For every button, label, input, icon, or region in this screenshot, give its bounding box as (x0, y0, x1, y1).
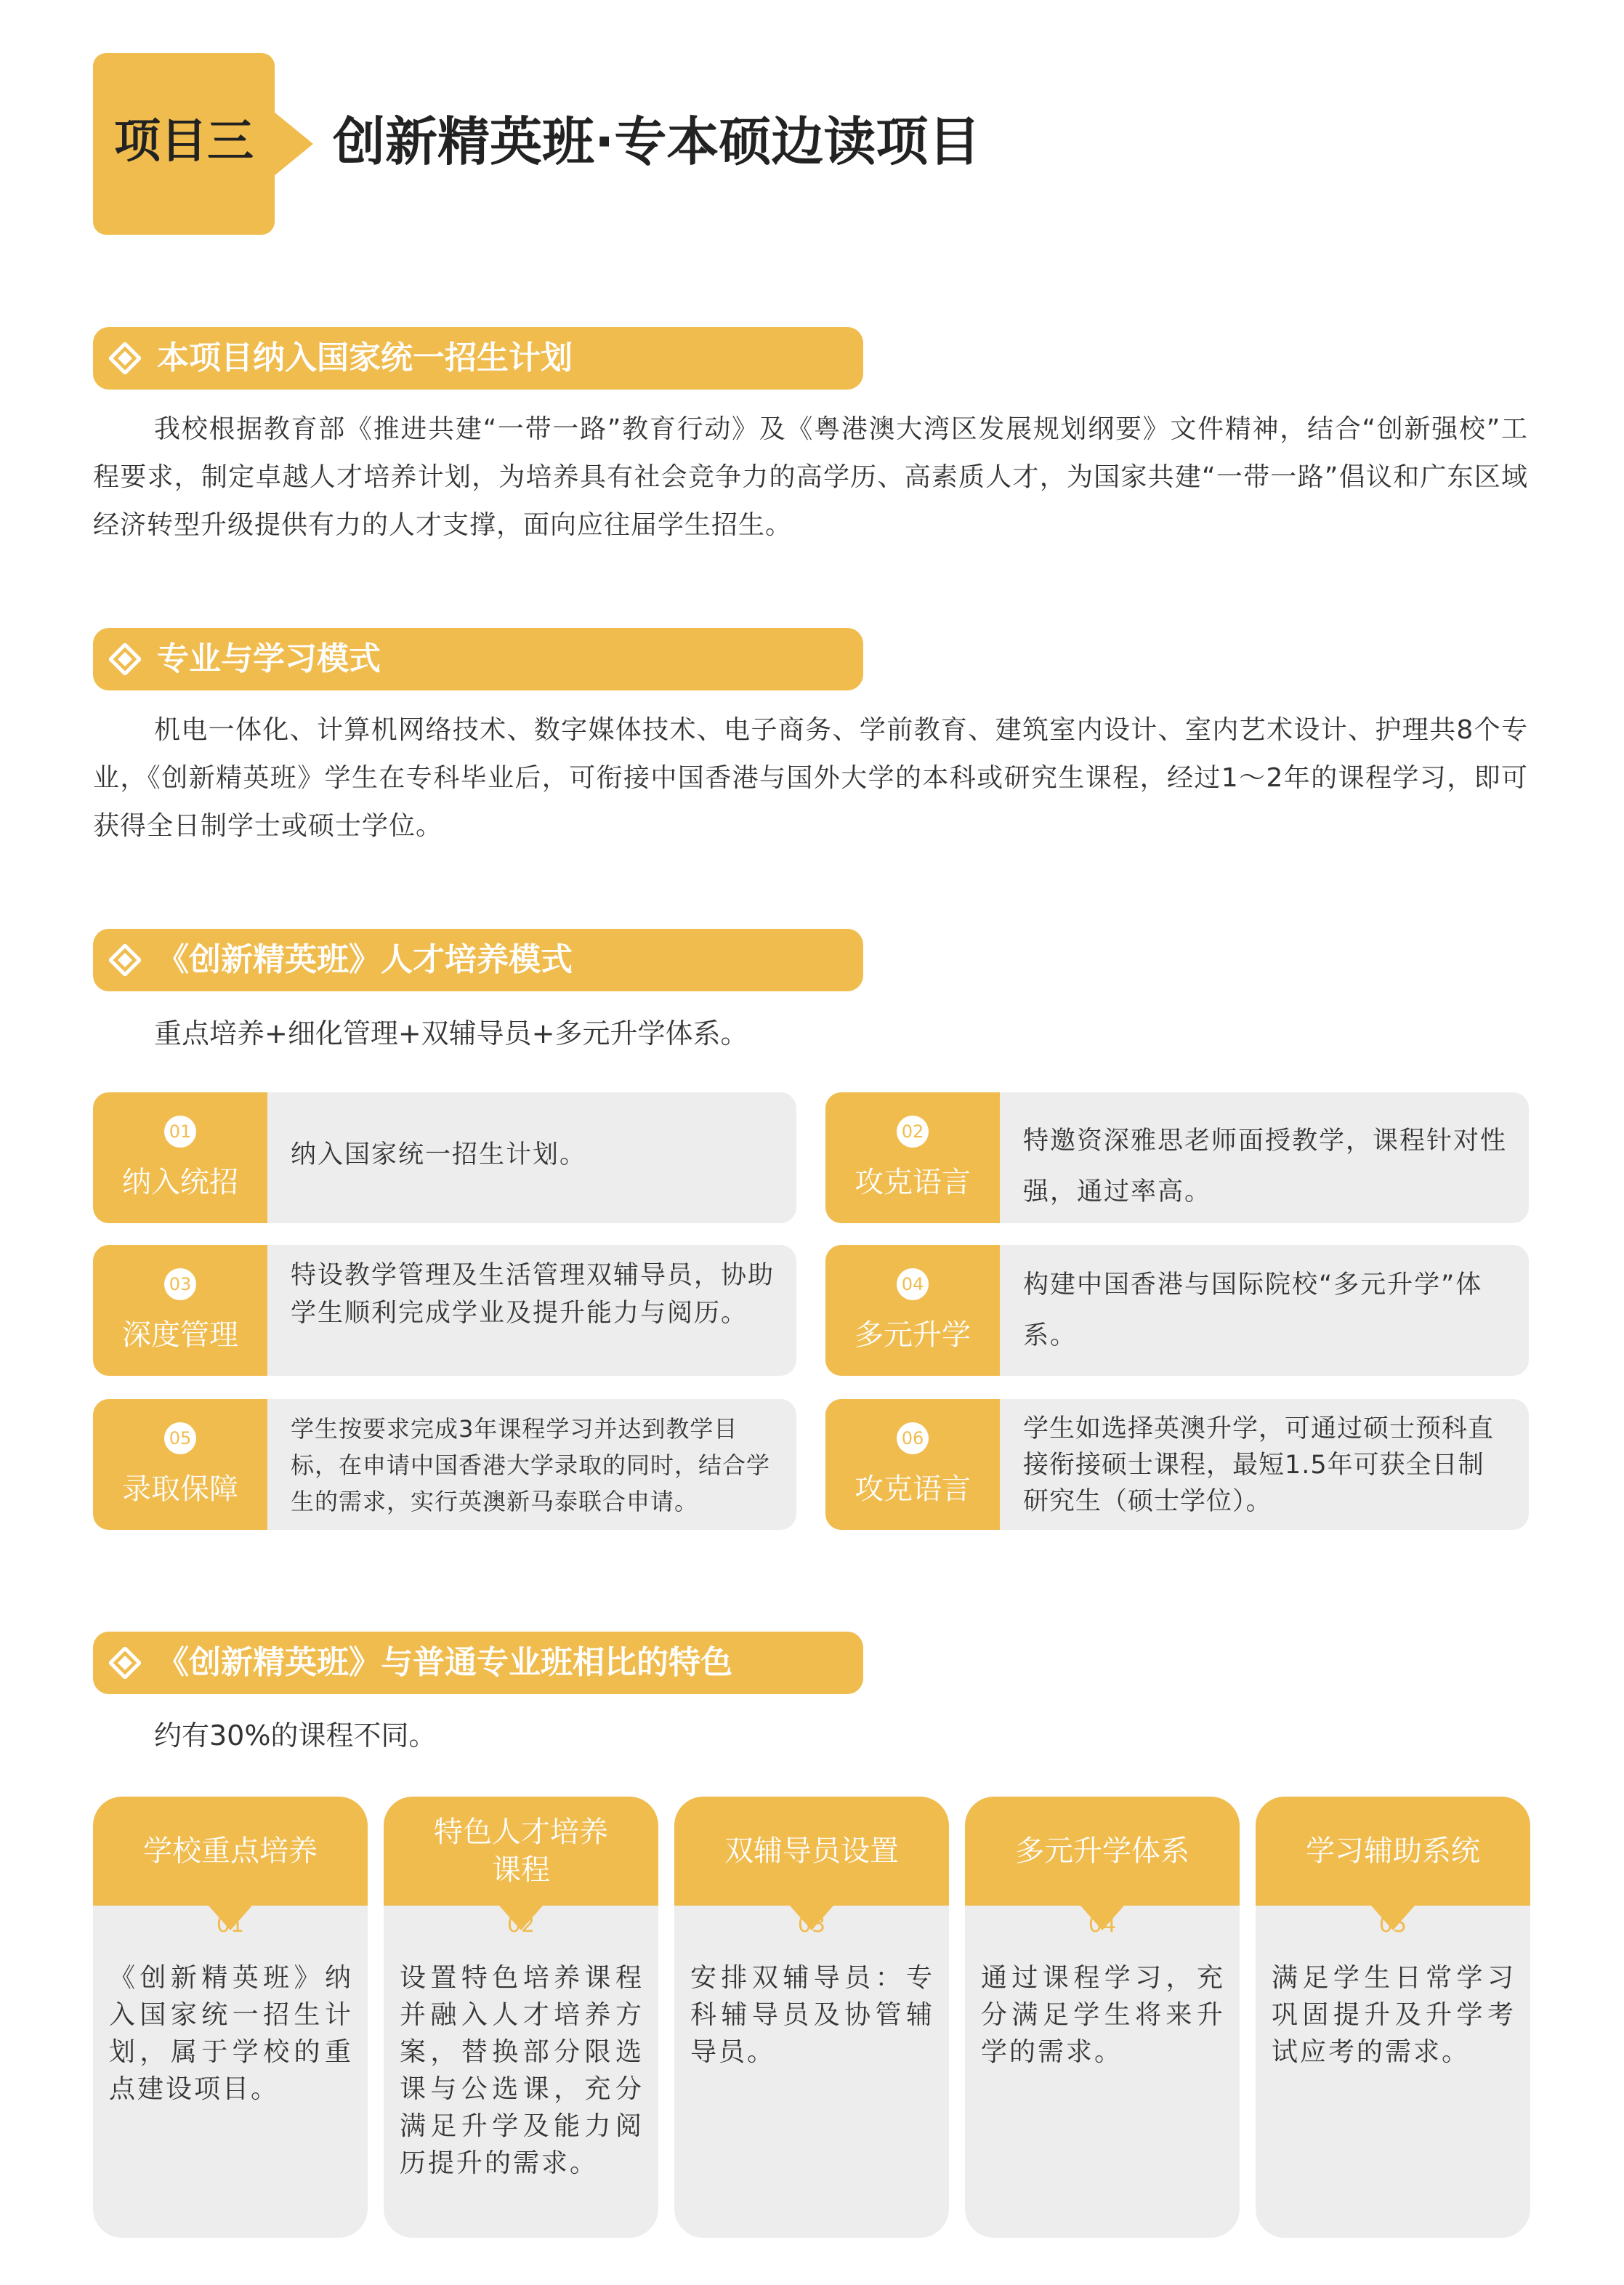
mode-card-text: 学生按要求完成3年课程学习并达到教学目标，在申请中国香港大学录取的同时，结合学生的需求，实行英澳新马泰联合申请。 (291, 1415, 771, 1515)
mode-card-number: 02 (897, 1116, 929, 1148)
mode-card-text: 构建中国香港与国际院校“多元升学”体系。 (1023, 1270, 1483, 1350)
diamond-icon (109, 944, 141, 976)
feature-col-04 (965, 1797, 1240, 2238)
feature-col-number: 03 (797, 1912, 826, 1938)
feature-col-text: 通过课程学习，充分满足学生将来升学的需求。 (981, 1963, 1225, 2067)
mode-card-label: 攻克语言 (855, 1472, 971, 1506)
feature-col-number: 01 (216, 1912, 245, 1938)
feature-col-number: 04 (1088, 1912, 1117, 1938)
section-header-1 (93, 327, 863, 390)
section-title-1: 本项目纳入国家统一招生计划 (157, 339, 573, 376)
feature-col-number: 05 (1378, 1912, 1407, 1938)
mode-card-text: 特设教学管理及生活管理双辅导员，协助学生顺利完成学业及提升能力与阅历。 (291, 1261, 775, 1328)
mode-card-02 (825, 1092, 1529, 1223)
diamond-icon (109, 342, 141, 374)
section-header-4 (93, 1632, 863, 1694)
section-body-2: 机电一体化、计算机网络技术、数字媒体技术、电子商务、学前教育、建筑室内设计、室内艺术设计、护理共8个专业，《创新精英班》学生在专科毕业后，可衔接中国香港与国外大学的本科或研究生课程，经过1～2年的课程学习，即可获得全日制学士或硕士学位。 (93, 715, 1528, 841)
diamond-icon (109, 643, 141, 675)
mode-card-label: 多元升学 (855, 1318, 971, 1352)
section-lead-3: 重点培养+细化管理+双辅导员+多元升学体系。 (154, 1017, 748, 1049)
feature-col-title: 特色人才培养课程 (434, 1815, 608, 1887)
project-badge-arrow (273, 111, 313, 177)
page-title: 创新精英班·专本硕边读项目 (333, 111, 981, 172)
section-title-2: 专业与学习模式 (157, 640, 381, 677)
section-body-1: 我校根据教育部《推进共建“一带一路”教育行动》及《粤港澳大湾区发展规划纲要》文件精神，结合“创新强校”工程要求，制定卓越人才培养计划，为培养具有社会竞争力的高学历、高素质人才，为国家共建“一带一路”倡议和广东区域经济转型升级提供有力的人才支撑，面向应往届学生招生。 (93, 414, 1528, 540)
project-label: 项目三 (114, 115, 254, 169)
feature-col-03 (674, 1797, 949, 2238)
feature-col-title: 学习辅助系统 (1306, 1834, 1480, 1868)
feature-col-text: 《创新精英班》纳入国家统一招生计划，属于学校的重点建设项目。 (109, 1963, 353, 2104)
feature-col-01 (93, 1797, 368, 2238)
feature-col-number: 02 (506, 1912, 536, 1938)
section-title-4: 《创新精英班》与普通专业班相比的特色 (157, 1644, 732, 1681)
section-header-3 (93, 929, 863, 991)
mode-card-text: 纳入国家统一招生计划。 (291, 1140, 587, 1169)
feature-col-text: 设置特色培养课程并融入人才培养方案，替换部分限选课与公选课，充分满足升学及能力阅历提升的需求。 (400, 1963, 644, 2178)
diamond-icon (109, 1647, 141, 1679)
feature-col-05 (1256, 1797, 1530, 2238)
feature-col-title: 双辅导员设置 (724, 1834, 899, 1868)
section-lead-4: 约有30%的课程不同。 (154, 1720, 437, 1752)
mode-card-number: 01 (164, 1116, 196, 1148)
feature-col-title: 多元升学体系 (1015, 1834, 1189, 1868)
mode-card-text: 特邀资深雅思老师面授教学，课程针对性强，通过率高。 (1023, 1127, 1508, 1206)
mode-card-number: 04 (897, 1268, 929, 1300)
mode-card-05 (93, 1399, 796, 1530)
feature-col-text: 满足学生日常学习巩固提升及升学考试应考的需求。 (1272, 1963, 1516, 2067)
mode-card-text: 学生如选择英澳升学，可通过硕士预科直接衔接硕士课程，最短1.5年可获全日制研究生（硕士学位）。 (1023, 1414, 1495, 1516)
section-title-3: 《创新精英班》人才培养模式 (157, 941, 573, 978)
mode-card-06 (825, 1399, 1529, 1530)
mode-card-label: 纳入统招 (122, 1166, 238, 1199)
mode-card-number: 03 (164, 1268, 196, 1300)
feature-col-title: 学校重点培养 (143, 1834, 318, 1868)
mode-card-number: 06 (897, 1422, 929, 1454)
feature-col-02 (384, 1797, 658, 2238)
feature-col-text: 安排双辅导员：专科辅导员及协管辅导员。 (690, 1963, 934, 2067)
mode-card-01 (93, 1092, 796, 1223)
mode-card-label: 录取保障 (122, 1472, 238, 1506)
mode-card-label: 攻克语言 (855, 1166, 971, 1199)
mode-card-03 (93, 1245, 796, 1376)
mode-card-number: 05 (164, 1422, 196, 1454)
section-header-2 (93, 628, 863, 690)
mode-card-label: 深度管理 (122, 1318, 238, 1352)
mode-card-04 (825, 1245, 1529, 1376)
